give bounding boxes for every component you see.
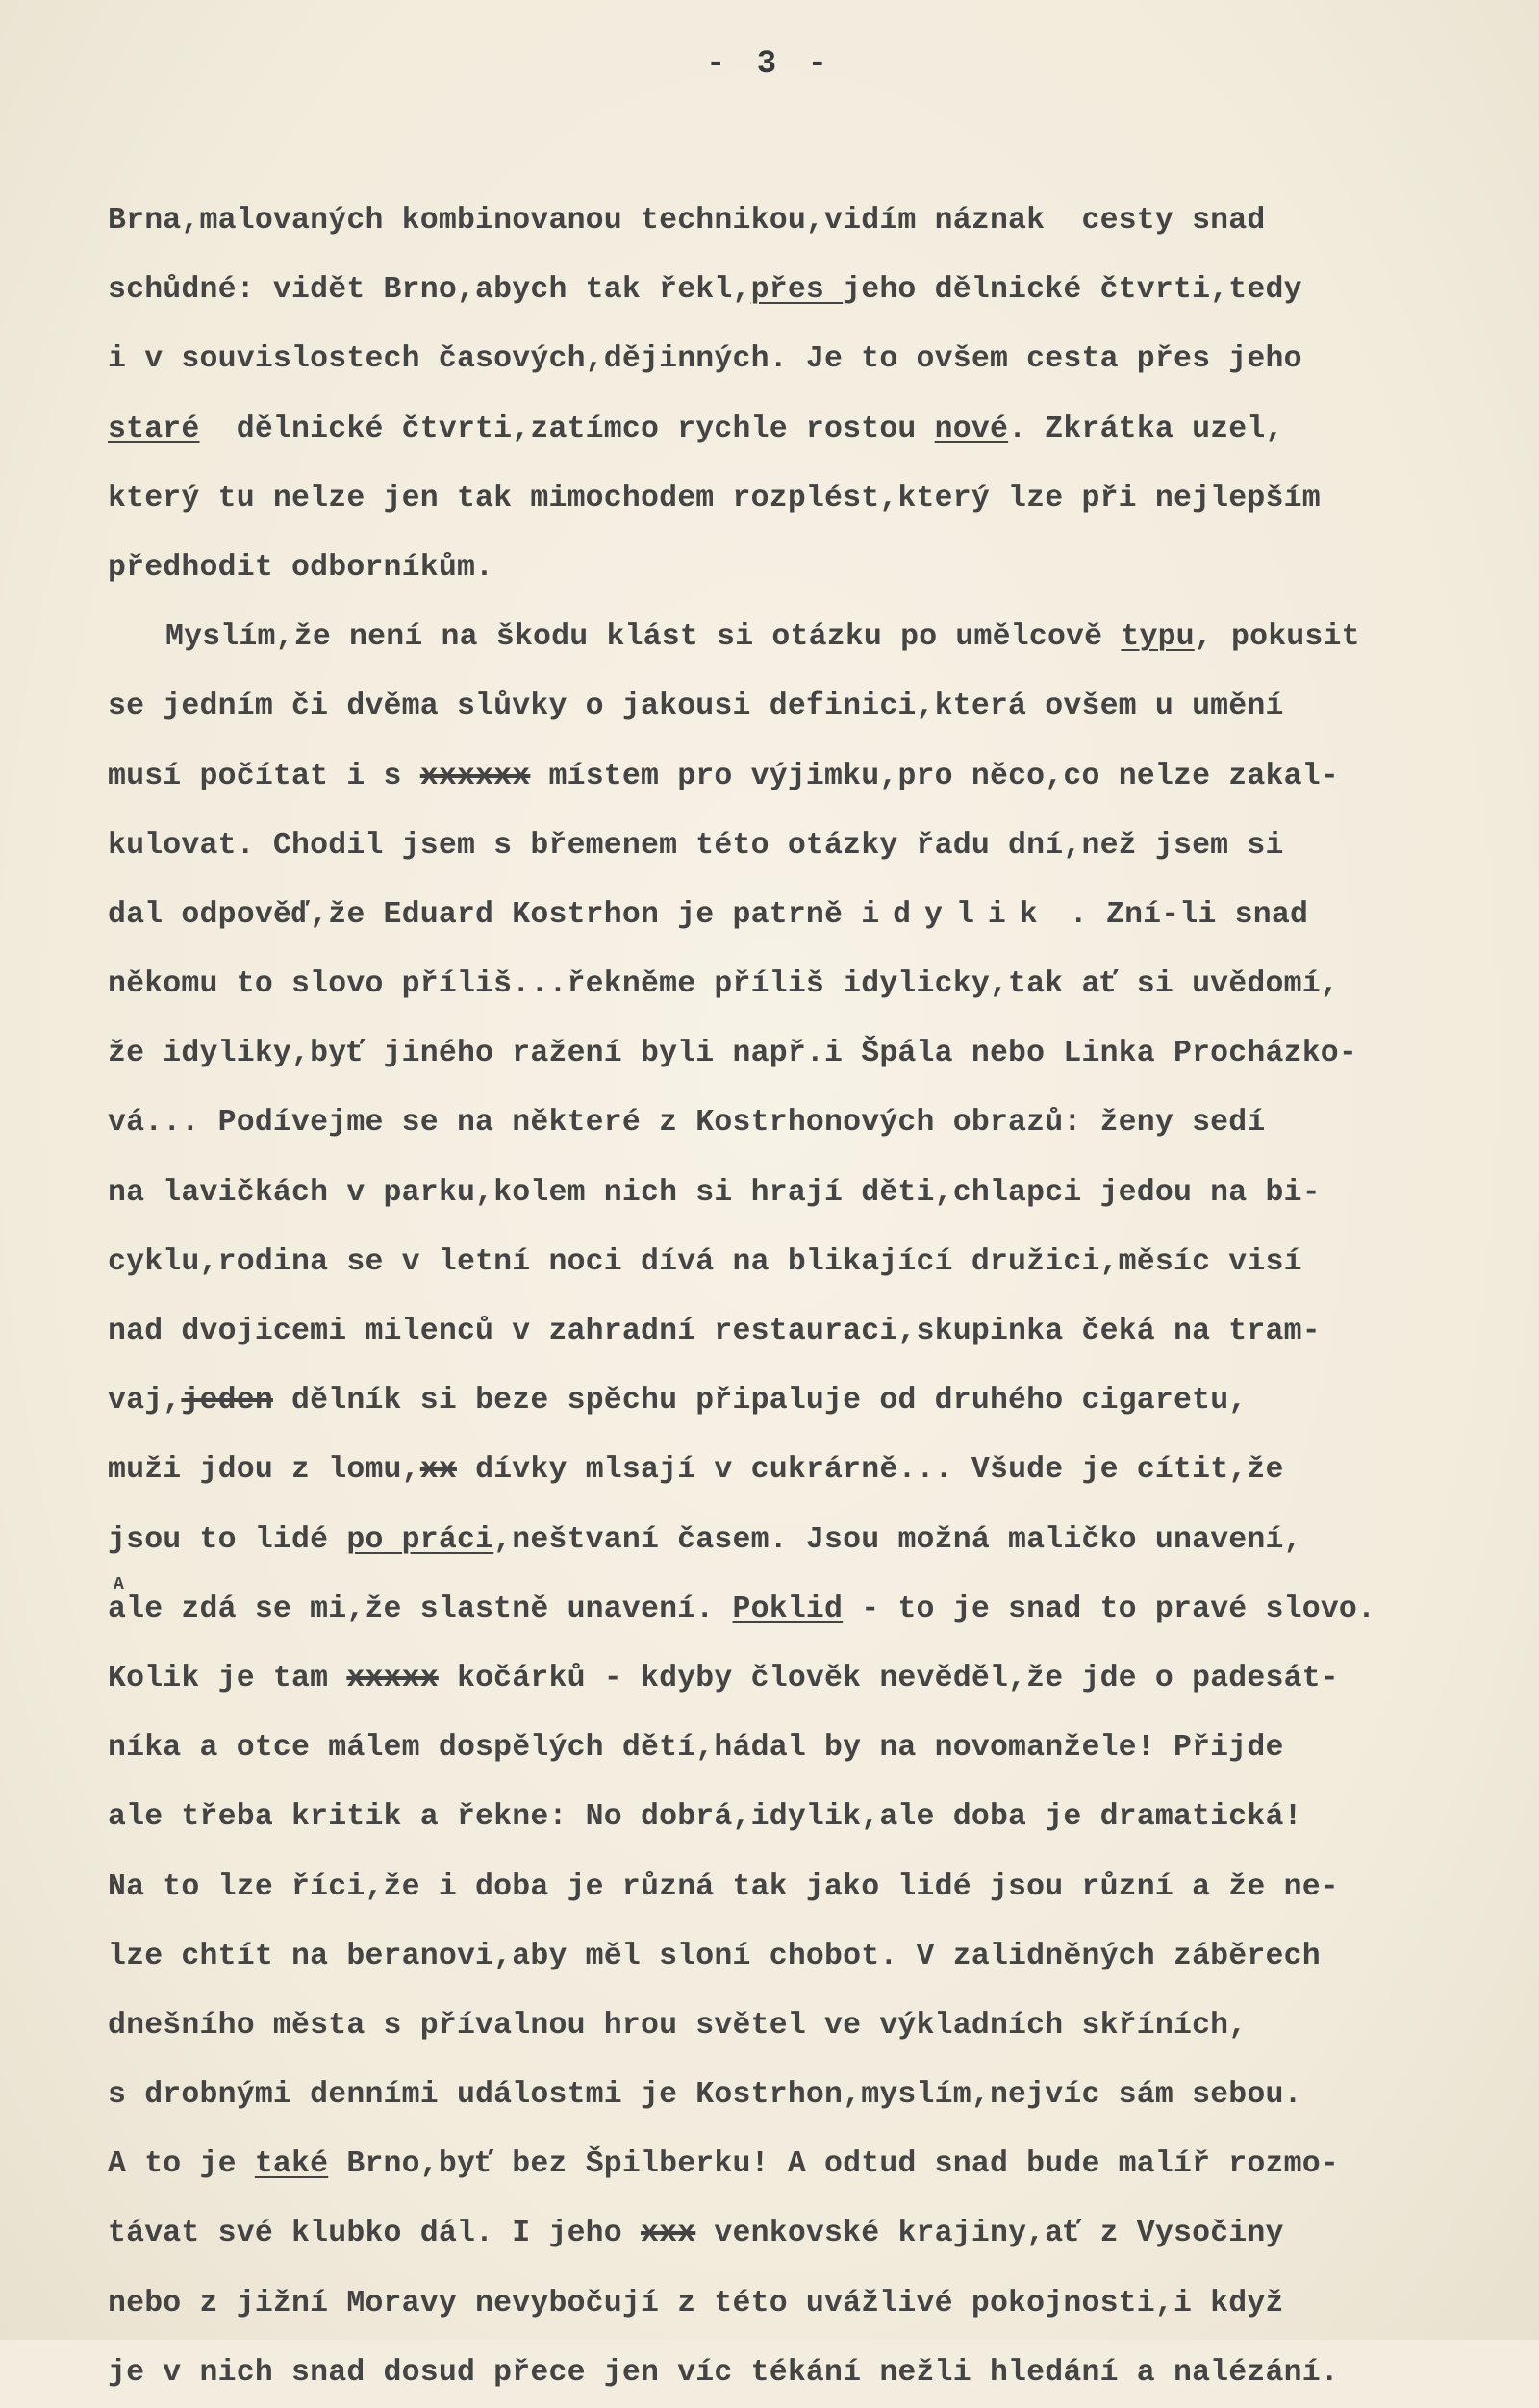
text-line: ale třeba kritik a řekne: No dobrá,idylik,ale doba je dramatická! xyxy=(108,1800,1302,1835)
text-line: cyklu,rodina se v letní noci dívá na blikající družici,měsíc visí xyxy=(108,1244,1302,1279)
text-line: nebo z jižní Moravy nevybočují z této uvážlivé pokojnosti,i když xyxy=(108,2286,1284,2320)
handwritten-mark: A xyxy=(114,1575,124,1594)
underlined-word: po práci xyxy=(346,1522,494,1557)
struck-out-word: xx xyxy=(419,1453,457,1488)
text-line: Na to lze říci,že i doba je různá tak jako lidé jsou různí a že ne- xyxy=(108,1869,1339,1904)
text-line: kulovat. Chodil jsem s břemenem této otázky řadu dní,než jsem si xyxy=(108,828,1284,863)
text-line: na lavičkách v parku,kolem nich si hrají děti,chlapci jedou na bi- xyxy=(108,1175,1321,1210)
struck-out-word: xxxxx xyxy=(346,1661,439,1695)
text-line: lze chtít na beranovi,aby měl sloní chobot. V zalidněných záběrech xyxy=(108,1939,1321,1973)
text-line: je v nich snad dosud přece jen víc tékání nežli hledání a nalézání. xyxy=(108,2355,1339,2390)
text-line: muži jdou z lomu,xx dívky mlsají v cukrárně... Všude je cítit,že xyxy=(108,1453,1284,1488)
struck-out-word: xxx xyxy=(641,2217,696,2251)
text-line: Kolik je tam xxxxx kočárků - kdyby člověk nevěděl,že jde o padesát- xyxy=(108,1661,1339,1695)
underlined-word: typu xyxy=(1121,620,1195,655)
text-line: jsou to lidé po práci,neštvaní časem. Jsou možná maličko unavení, xyxy=(108,1522,1302,1557)
text-line: předhodit odborníkům. xyxy=(108,550,494,585)
text-line: staré dělnické čtvrti,zatímco rychle rostou nové. Zkrátka uzel, xyxy=(108,412,1284,446)
text-line: dnešního města s přívalnou hrou světel ve výkladních skříních, xyxy=(108,2008,1248,2043)
body-text xyxy=(108,187,1522,2408)
text-line: A to je také Brno,byť bez Špilberku! A odtud snad bude malíř rozmo- xyxy=(108,2147,1339,2182)
text-line: vaj,jeden dělník si beze spěchu připaluje od druhého cigaretu, xyxy=(108,1384,1248,1418)
text-line: níka a otce málem dospělých dětí,hádal by na novomanžele! Přijde xyxy=(108,1731,1284,1766)
text-line: vá... Podívejme se na některé z Kostrhonových obrazů: ženy sedí xyxy=(108,1106,1266,1141)
underlined-word: nové xyxy=(934,412,1009,446)
underlined-word: staré xyxy=(108,412,200,446)
struck-out-word: xxxxxx xyxy=(419,759,531,793)
text-line: musí počítat i s xxxxxx místem pro výjimku,pro něco,co nelze zakal- xyxy=(108,759,1339,793)
text-line: se jedním či dvěma slůvky o jakousi definici,která ovšem u umění xyxy=(108,690,1284,724)
underlined-word: přes xyxy=(750,273,844,308)
text-line: někomu to slovo příliš...řekněme příliš idylicky,tak ať si uvědomí, xyxy=(108,967,1339,1002)
struck-out-word: jeden xyxy=(181,1384,273,1418)
text-line: schůdné: vidět Brno,abych tak řekl,přes jeho dělnické čtvrti,tedy xyxy=(108,273,1302,308)
text-line: Brna,malovaných kombinovanou technikou,vidím náznak cesty snad xyxy=(108,204,1266,238)
text-line: dal odpověď,že Eduard Kostrhon je patrně idylik . Zní-li snad xyxy=(108,897,1309,932)
text-line: ale zdá se mi,že slastně unavení. Poklid - to je snad to pravé slovo. xyxy=(108,1592,1376,1626)
underlined-word: Poklid xyxy=(732,1592,844,1626)
text-line: s drobnými denními událostmi je Kostrhon,myslím,nejvíc sám sebou. xyxy=(108,2078,1302,2113)
text-line: že idyliky,byť jiného ražení byli např.i Špála nebo Linka Procházko- xyxy=(108,1037,1358,1071)
page-number: - 3 - xyxy=(705,46,834,83)
text-line: távat své klubko dál. I jeho xxx venkovské krajiny,ať z Vysočiny xyxy=(108,2217,1284,2251)
text-line: který tu nelze jen tak mimochodem rozplést,který lze při nejlepším xyxy=(108,481,1321,515)
text-line: nad dvojicemi milenců v zahradní restauraci,skupinka čeká na tram- xyxy=(108,1315,1321,1348)
underlined-word: také xyxy=(254,2147,329,2182)
text-line: i v souvislostech časových,dějinných. Je to ovšem cesta přes jeho xyxy=(108,342,1302,377)
spaced-word: idylik xyxy=(861,897,1051,932)
paragraph-start-line: Myslím,že není na škodu klást si otázku po umělcově typu, pokusit xyxy=(165,620,1360,655)
